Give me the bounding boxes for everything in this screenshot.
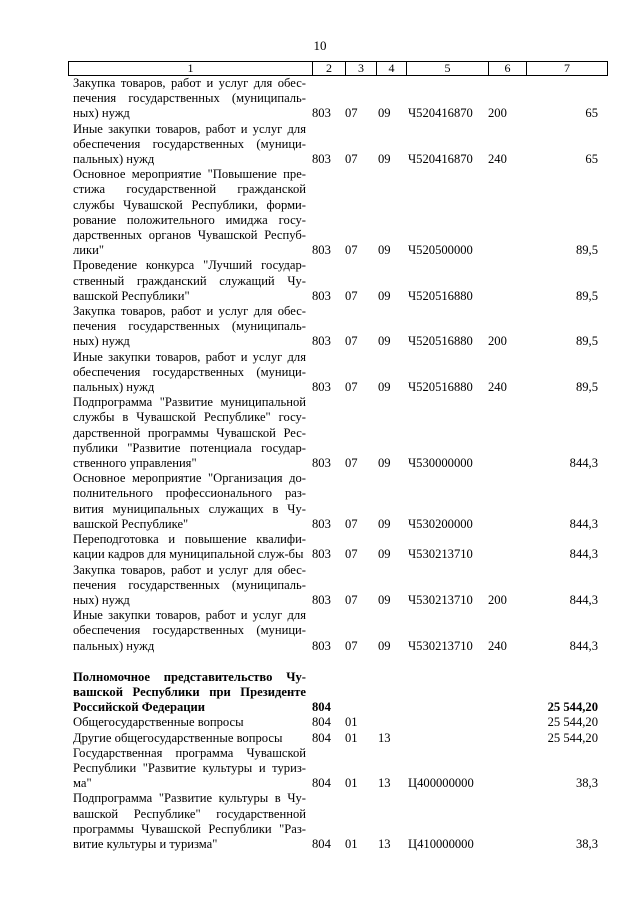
- header-col-3: 3: [346, 62, 377, 75]
- row-target-article: Ч520516880: [408, 334, 473, 349]
- row-ministry-code: 803: [312, 152, 331, 167]
- row-section-code: 07: [345, 243, 358, 258]
- row-subsection-code: 09: [378, 152, 391, 167]
- row-expense-type: 240: [488, 380, 507, 395]
- table-row: [73, 715, 608, 730]
- row-subsection-code: 09: [378, 380, 391, 395]
- header-col-2: 2: [313, 62, 346, 75]
- table-header: [68, 61, 608, 76]
- row-section-code: 07: [345, 516, 358, 531]
- row-amount: 38,3: [575, 776, 598, 791]
- table-row: [73, 122, 608, 168]
- row-subsection-code: 13: [378, 836, 391, 851]
- row-ministry-code: 803: [312, 456, 331, 471]
- row-subsection-code: 09: [378, 547, 391, 562]
- header-col-7: 7: [564, 61, 570, 75]
- row-name: Другие общегосударственные вопросы: [73, 730, 283, 745]
- row-ministry-code: 803: [312, 516, 331, 531]
- row-target-article: Ч520416870: [408, 106, 473, 121]
- table-row: [73, 608, 608, 654]
- row-ministry-code: 803: [312, 106, 331, 121]
- row-spacer: [73, 654, 608, 670]
- row-ministry-code: 804: [312, 776, 331, 791]
- row-subsection-code: 13: [378, 730, 391, 745]
- row-name: Иные закупки товаров, работ и услуг для обеспечения государственных (муници-пальных) нужд: [73, 349, 306, 395]
- row-subsection-code: 09: [378, 516, 391, 531]
- row-target-article: Ч520500000: [408, 243, 473, 258]
- row-ministry-code: 803: [312, 638, 331, 653]
- row-target-article: Ч530000000: [408, 456, 473, 471]
- table-row: [73, 167, 608, 258]
- row-ministry-code: 803: [312, 334, 331, 349]
- row-ministry-code: 803: [312, 288, 331, 303]
- row-amount: 65: [585, 152, 598, 167]
- row-ministry-code: 803: [312, 592, 331, 607]
- table-row: [73, 746, 608, 792]
- row-name: Проведение конкурса "Лучший государ-ственный гражданский служащий Чу-вашской Республики": [73, 258, 306, 303]
- row-target-article: Ч520516880: [408, 288, 473, 303]
- row-target-article: Ч530213710: [408, 638, 473, 653]
- row-section-code: 01: [345, 836, 358, 851]
- row-ministry-code: 804: [312, 700, 331, 715]
- row-name: Подпрограмма "Развитие муниципальной службы в Чувашской Республике" госу-дарственной программы Чувашской Рес-публики "Развитие потенциала государ-ственного управления": [73, 395, 306, 471]
- row-ministry-code: 803: [312, 380, 331, 395]
- row-name: Общегосударственные вопросы: [73, 715, 244, 730]
- table-row: [73, 670, 608, 716]
- row-subsection-code: 09: [378, 106, 391, 121]
- table-row: [73, 350, 608, 396]
- row-amount: 844,3: [569, 592, 598, 607]
- row-ministry-code: 804: [312, 836, 331, 851]
- row-amount: 25 544,20: [547, 715, 598, 730]
- row-amount: 844,3: [569, 638, 598, 653]
- row-ministry-code: 804: [312, 715, 331, 730]
- row-section-code: 07: [345, 288, 358, 303]
- row-expense-type: 240: [488, 638, 507, 653]
- row-amount: 844,3: [569, 547, 598, 562]
- row-ministry-code: 803: [312, 547, 331, 562]
- row-name: Иные закупки товаров, работ и услуг для обеспечения государственных (муници-пальных) нужд: [73, 608, 306, 653]
- row-expense-type: 200: [488, 334, 507, 349]
- row-subsection-code: 09: [378, 592, 391, 607]
- budget-table: [73, 76, 608, 852]
- row-section-code: 07: [345, 106, 358, 121]
- table-row: [73, 791, 608, 852]
- row-name: Основное мероприятие "Повышение пре-стижа государственной гражданской службы Чувашской Республики, форми-рование положительного имиджа госу-дарственных органов Чувашской Респуб-лики": [73, 167, 306, 258]
- header-col-5: 5: [407, 62, 489, 75]
- row-expense-type: 200: [488, 106, 507, 121]
- row-amount: 38,3: [575, 836, 598, 851]
- row-name: Переподготовка и повышение квалифи-кации кадров для муниципальной служ-бы: [73, 532, 306, 562]
- table-row: [73, 471, 608, 532]
- row-ministry-code: 804: [312, 730, 331, 745]
- table-row: [73, 731, 608, 746]
- row-amount: 844,3: [569, 456, 598, 471]
- row-subsection-code: 13: [378, 776, 391, 791]
- row-ministry-code: 803: [312, 243, 331, 258]
- row-name: Иные закупки товаров, работ и услуг для обеспечения государственных (муници-пальных) нужд: [73, 121, 306, 167]
- header-col-6: 6: [489, 62, 527, 75]
- row-section-code: 01: [345, 715, 358, 730]
- row-section-code: 07: [345, 456, 358, 471]
- row-name: Подпрограмма "Развитие культуры в Чу-вашской Республике" государственной программы Чувашской Республики "Раз-витие культуры и туризма": [73, 791, 306, 851]
- row-target-article: Ц400000000: [408, 776, 474, 791]
- row-name: Закупка товаров, работ и услуг для обес-печения государственных (муниципаль-ных) нужд: [73, 304, 306, 349]
- row-amount: 89,5: [575, 243, 598, 258]
- row-name: Закупка товаров, работ и услуг для обес-печения государственных (муниципаль-ных) нужд: [73, 76, 306, 121]
- row-expense-type: 200: [488, 592, 507, 607]
- table-row: [73, 395, 608, 471]
- row-amount: 89,5: [575, 334, 598, 349]
- row-name: Основное мероприятие "Организация до-полнительного профессионального раз-вития муниципальных служащих в Чу-вашской Республике": [73, 471, 306, 531]
- row-expense-type: 240: [488, 152, 507, 167]
- row-section-code: 01: [345, 730, 358, 745]
- row-target-article: Ч530200000: [408, 516, 473, 531]
- row-subsection-code: 09: [378, 638, 391, 653]
- row-target-article: Ч520516880: [408, 380, 473, 395]
- table-row: [73, 563, 608, 609]
- row-subsection-code: 09: [378, 334, 391, 349]
- row-target-article: Ч530213710: [408, 547, 473, 562]
- row-amount: 65: [585, 106, 598, 121]
- row-amount: 844,3: [569, 516, 598, 531]
- row-section-code: 07: [345, 380, 358, 395]
- row-section-code: 07: [345, 547, 358, 562]
- row-target-article: Ч530213710: [408, 592, 473, 607]
- row-target-article: Ч520416870: [408, 152, 473, 167]
- row-amount: 89,5: [575, 380, 598, 395]
- row-subsection-code: 09: [378, 243, 391, 258]
- table-row: [73, 258, 608, 304]
- row-section-code: 01: [345, 776, 358, 791]
- header-col-1: 1: [69, 62, 313, 75]
- row-amount: 25 544,20: [547, 730, 598, 745]
- row-name: Полномочное представительство Чу-вашской Республики при Президенте Российской Федерации: [73, 669, 306, 715]
- table-row: [73, 304, 608, 350]
- page-number: 10: [313, 38, 327, 53]
- table-row: [73, 532, 608, 562]
- row-name: Государственная программа Чувашской Республики "Развитие культуры и туриз-ма": [73, 745, 306, 791]
- row-subsection-code: 09: [378, 288, 391, 303]
- row-subsection-code: 09: [378, 456, 391, 471]
- row-section-code: 07: [345, 152, 358, 167]
- row-name: Закупка товаров, работ и услуг для обес-печения государственных (муниципаль-ных) нужд: [73, 562, 306, 607]
- table-row: [73, 76, 608, 122]
- row-section-code: 07: [345, 334, 358, 349]
- header-col-4: 4: [377, 62, 407, 75]
- row-amount: 89,5: [575, 288, 598, 303]
- row-section-code: 07: [345, 638, 358, 653]
- row-section-code: 07: [345, 592, 358, 607]
- row-target-article: Ц410000000: [408, 836, 474, 851]
- row-amount: 25 544,20: [547, 700, 598, 715]
